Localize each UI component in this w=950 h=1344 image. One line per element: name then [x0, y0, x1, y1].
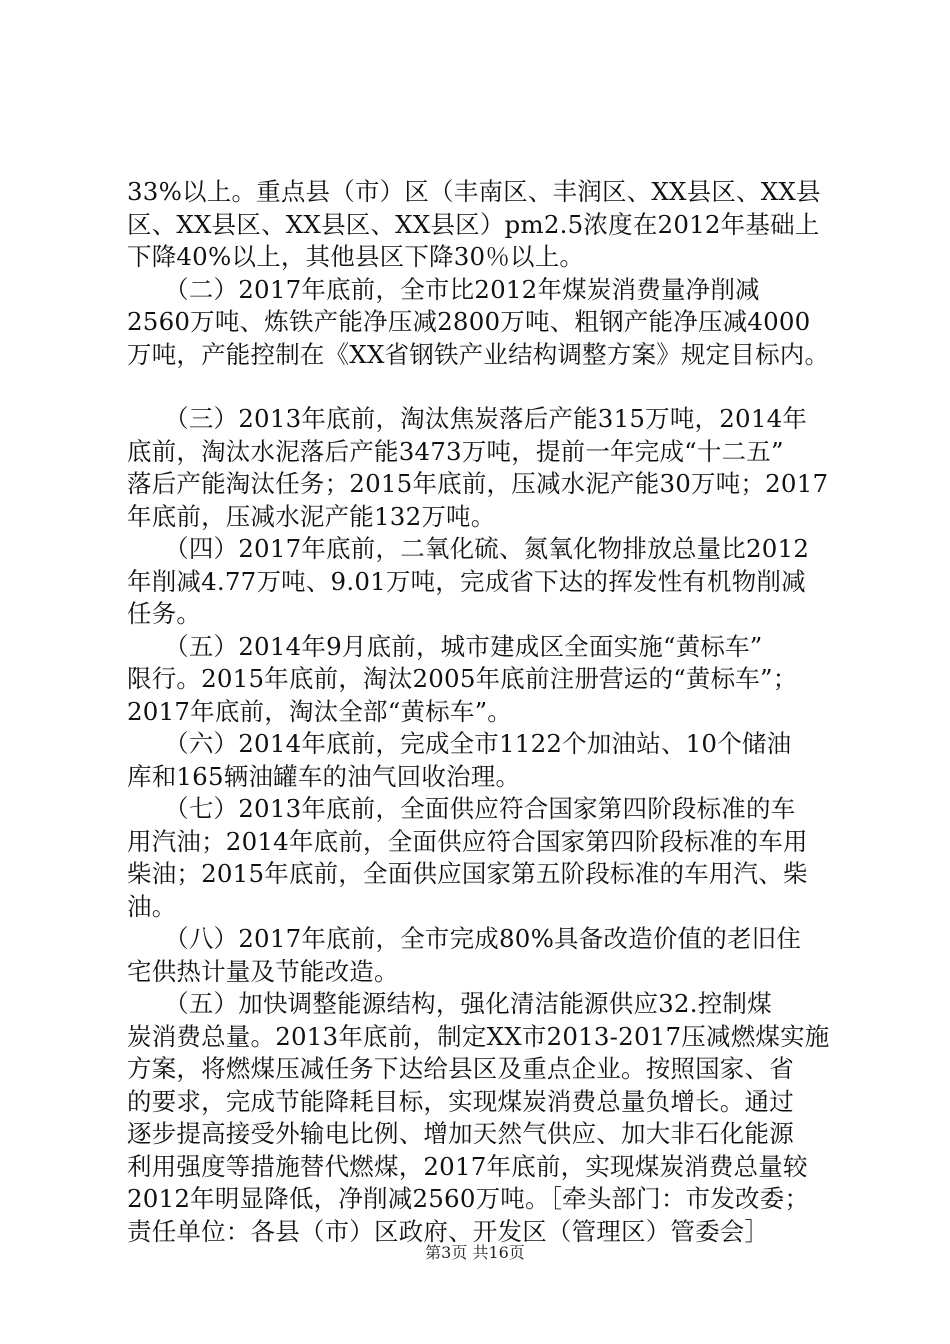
text-line: （二）2017年底前，全市比2012年煤炭消费量净削减: [127, 274, 760, 304]
text-line: 年底前，压减水泥产能132万吨。: [127, 501, 496, 531]
text-line: 33%以上。重点县（市）区（丰南区、丰润区、XX县区、XX县: [127, 177, 821, 206]
page-number-footer: 第3页 共16页: [425, 1243, 525, 1262]
text-line: 2017年底前，淘汰全部“黄标车”。: [127, 696, 512, 726]
text-line: 宅供热计量及节能改造。: [127, 956, 399, 986]
document-body: [127, 176, 842, 1248]
text-line: （五）2014年9月底前，城市建成区全面实施“黄标车”: [127, 631, 763, 661]
paragraph-block-2: [127, 403, 842, 1248]
text-line: （八）2017年底前，全市完成80%具备改造价值的老旧住: [127, 924, 802, 953]
text-line: 2012年明显降低，净削减2560万吨。［牵头部门：市发改委；: [127, 1184, 810, 1213]
text-line: （六）2014年底前，完成全市1122个加油站、10个储油: [127, 729, 792, 758]
text-line: 底前，淘汰水泥落后产能3473万吨，提前一年完成“十二五”: [127, 436, 784, 466]
text-line: （七）2013年底前，全面供应符合国家第四阶段标准的车: [127, 794, 796, 823]
text-line: （四）2017年底前，二氧化硫、氮氧化物排放总量比2012: [127, 534, 810, 563]
text-line: 的要求，完成节能降耗目标，实现煤炭消费总量负增长。通过: [127, 1086, 794, 1116]
text-line: 利用强度等措施替代燃煤，2017年底前，实现煤炭消费总量较: [127, 1151, 808, 1181]
text-line: 2560万吨、炼铁产能净压减2800万吨、粗钢产能净压减4000: [127, 307, 811, 336]
paragraph-block-1: [127, 176, 842, 371]
text-line: 责任单位：各县（市）区政府、开发区（管理区）管委会］: [127, 1216, 770, 1246]
text-line: （五）加快调整能源结构，强化清洁能源供应32.控制煤: [127, 989, 772, 1018]
text-line: 逐步提高接受外输电比例、增加天然气供应、加大非石化能源: [127, 1119, 794, 1148]
text-line: 油。: [127, 891, 177, 921]
text-line: 柴油；2015年底前，全面供应国家第五阶段标准的车用汽、柴: [127, 859, 808, 888]
text-line: 下降40%以上，其他县区下降30％以上。: [127, 242, 585, 271]
text-line: 用汽油；2014年底前，全面供应符合国家第四阶段标准的车用: [127, 826, 808, 856]
text-line: （三）2013年底前，淘汰焦炭落后产能315万吨，2014年: [127, 404, 808, 433]
paragraph-gap: [127, 371, 842, 403]
text-line: 库和165辆油罐车的油气回收治理。: [127, 761, 521, 791]
text-line: 限行。2015年底前，淘汰2005年底前注册营运的“黄标车”；: [127, 664, 798, 693]
text-line: 万吨，产能控制在《XX省钢铁产业结构调整方案》规定目标内。: [127, 339, 830, 369]
text-line: 年削减4.77万吨、9.01万吨，完成省下达的挥发性有机物削减: [127, 566, 806, 596]
text-line: 落后产能淘汰任务；2015年底前，压减水泥产能30万吨；2017: [127, 469, 829, 498]
text-line: 炭消费总量。2013年底前，制定XX市2013-2017压减燃煤实施: [127, 1021, 830, 1051]
text-line: 方案，将燃煤压减任务下达给县区及重点企业。按照国家、省: [127, 1054, 794, 1083]
text-line: 任务。: [127, 599, 202, 628]
text-line: 区、XX县区、XX县区、XX县区）pm2.5浓度在2012年基础上: [127, 209, 820, 239]
